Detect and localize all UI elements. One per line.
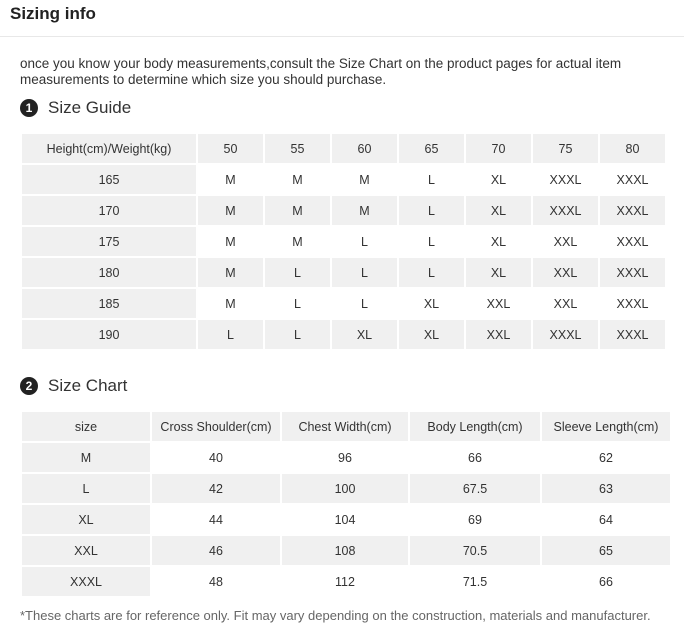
column-header: Cross Shoulder(cm) <box>152 412 280 441</box>
size-guide-title: Size Guide <box>48 98 132 117</box>
size-chart-title: Size Chart <box>48 376 128 395</box>
table-cell: XXXL <box>600 289 665 318</box>
table-cell: L <box>265 320 330 349</box>
table-cell: XL <box>332 320 397 349</box>
table-row <box>22 165 665 194</box>
table-cell: 64 <box>542 505 670 534</box>
table-cell: XXL <box>466 289 531 318</box>
column-header: 80 <box>600 134 665 163</box>
table-cell: XXXL <box>600 320 665 349</box>
table-cell: 44 <box>152 505 280 534</box>
table-cell: 66 <box>542 567 670 596</box>
table-cell: XXXL <box>600 196 665 225</box>
table-cell: M <box>332 165 397 194</box>
row-header-cell: 170 <box>22 196 196 225</box>
table-cell: L <box>332 289 397 318</box>
number-one-icon: 1 <box>20 99 38 117</box>
size-guide-heading <box>20 97 131 119</box>
table-row <box>22 227 665 256</box>
table-cell: L <box>332 258 397 287</box>
column-header: Height(cm)/Weight(kg) <box>22 134 196 163</box>
column-header: size <box>22 412 150 441</box>
row-header-cell: L <box>22 474 150 503</box>
column-header: 60 <box>332 134 397 163</box>
table-cell: M <box>332 196 397 225</box>
table-row <box>22 258 665 287</box>
row-header-cell: 180 <box>22 258 196 287</box>
size-guide-table <box>20 132 667 351</box>
table-cell: 66 <box>410 443 540 472</box>
table-cell: M <box>198 227 263 256</box>
table-cell: 46 <box>152 536 280 565</box>
table-cell: 62 <box>542 443 670 472</box>
column-header: 75 <box>533 134 598 163</box>
table-header-row <box>22 412 670 441</box>
table-cell: 65 <box>542 536 670 565</box>
table-cell: L <box>399 227 464 256</box>
column-header: 70 <box>466 134 531 163</box>
table-cell: 40 <box>152 443 280 472</box>
table-cell: 69 <box>410 505 540 534</box>
table-cell: 48 <box>152 567 280 596</box>
table-cell: L <box>198 320 263 349</box>
row-header-cell: XXXL <box>22 567 150 596</box>
table-cell: M <box>265 227 330 256</box>
table-row <box>22 567 670 596</box>
table-cell: XL <box>466 227 531 256</box>
table-cell: 112 <box>282 567 408 596</box>
table-row <box>22 289 665 318</box>
table-cell: L <box>332 227 397 256</box>
table-cell: XXXL <box>533 165 598 194</box>
table-cell: 42 <box>152 474 280 503</box>
row-header-cell: M <box>22 443 150 472</box>
table-cell: XXXL <box>600 227 665 256</box>
row-header-cell: XXL <box>22 536 150 565</box>
row-header-cell: 175 <box>22 227 196 256</box>
intro-text: once you know your body measurements,consult the Size Chart on the product pages for actual item measurements to determine which size you should purchase. <box>20 56 622 87</box>
table-cell: M <box>198 289 263 318</box>
table-row <box>22 505 670 534</box>
table-cell: XXL <box>533 227 598 256</box>
reference-note: *These charts are for reference only. Fit may vary depending on the construction, materials and manufacturer. <box>20 608 651 623</box>
table-cell: XXL <box>533 289 598 318</box>
table-cell: 70.5 <box>410 536 540 565</box>
table-cell: XL <box>399 320 464 349</box>
column-header: Chest Width(cm) <box>282 412 408 441</box>
table-cell: XXXL <box>600 165 665 194</box>
sizing-info-title: Sizing info <box>10 4 96 23</box>
table-cell: XXL <box>466 320 531 349</box>
table-cell: XL <box>399 289 464 318</box>
number-two-icon: 2 <box>20 377 38 395</box>
table-cell: XL <box>466 258 531 287</box>
table-cell: XL <box>466 165 531 194</box>
table-cell: 67.5 <box>410 474 540 503</box>
column-header: 55 <box>265 134 330 163</box>
table-cell: L <box>399 165 464 194</box>
column-header: Body Length(cm) <box>410 412 540 441</box>
table-cell: L <box>265 289 330 318</box>
row-header-cell: XL <box>22 505 150 534</box>
table-header-row <box>22 134 665 163</box>
table-cell: M <box>198 165 263 194</box>
table-row <box>22 320 665 349</box>
table-cell: 71.5 <box>410 567 540 596</box>
table-row <box>22 474 670 503</box>
table-cell: XXXL <box>533 196 598 225</box>
table-cell: L <box>399 258 464 287</box>
column-header: Sleeve Length(cm) <box>542 412 670 441</box>
table-cell: M <box>198 258 263 287</box>
table-cell: M <box>198 196 263 225</box>
table-row <box>22 196 665 225</box>
table-cell: M <box>265 196 330 225</box>
table-cell: 63 <box>542 474 670 503</box>
table-cell: XXL <box>533 258 598 287</box>
table-cell: XL <box>466 196 531 225</box>
table-cell: 104 <box>282 505 408 534</box>
table-row <box>22 443 670 472</box>
header-divider <box>0 36 684 37</box>
table-cell: L <box>399 196 464 225</box>
table-cell: XXXL <box>533 320 598 349</box>
size-chart-table <box>20 410 672 598</box>
column-header: 65 <box>399 134 464 163</box>
table-cell: L <box>265 258 330 287</box>
row-header-cell: 165 <box>22 165 196 194</box>
table-cell: 100 <box>282 474 408 503</box>
table-cell: 96 <box>282 443 408 472</box>
row-header-cell: 190 <box>22 320 196 349</box>
row-header-cell: 185 <box>22 289 196 318</box>
table-row <box>22 536 670 565</box>
size-chart-heading <box>20 375 127 397</box>
table-cell: XXXL <box>600 258 665 287</box>
table-cell: 108 <box>282 536 408 565</box>
table-cell: M <box>265 165 330 194</box>
column-header: 50 <box>198 134 263 163</box>
